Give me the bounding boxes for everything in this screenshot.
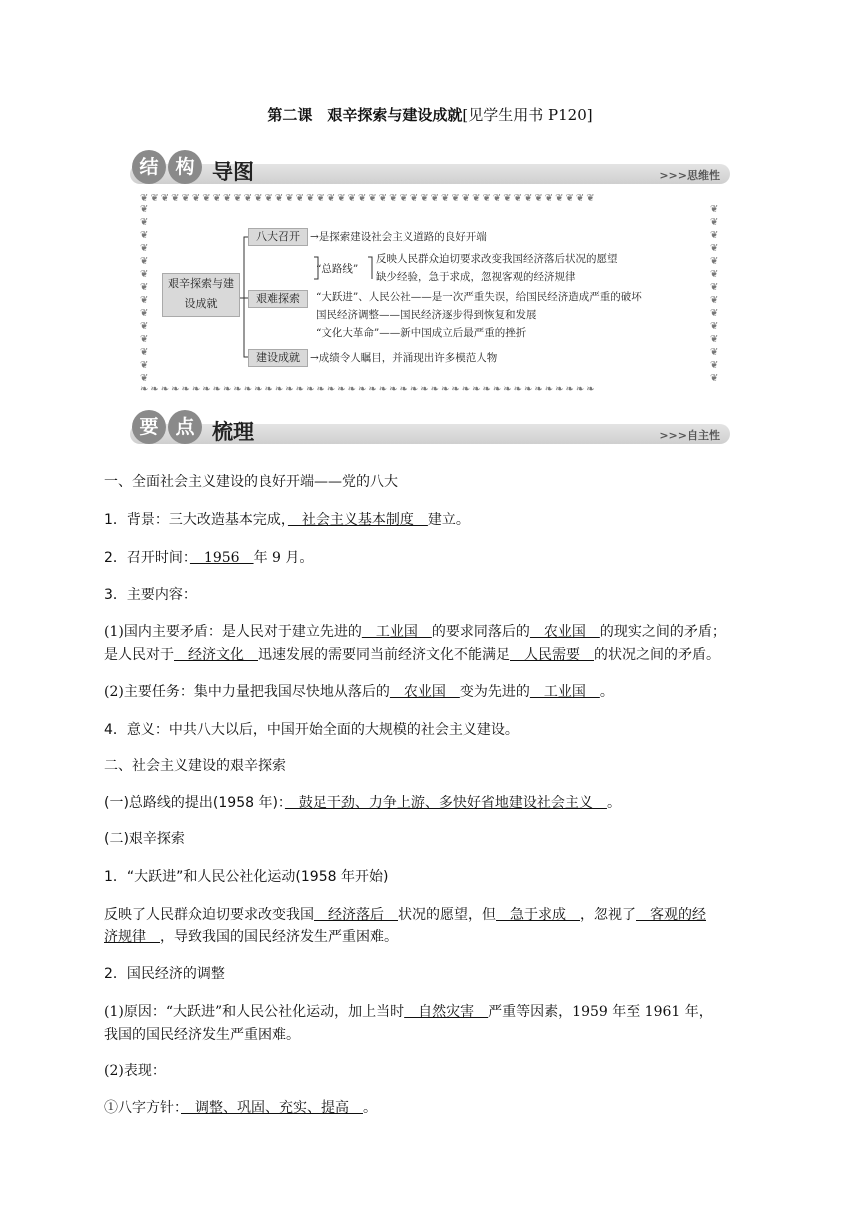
section-2-heading: 二、社会主义建设的艰辛探索 <box>104 758 286 774</box>
answer: 农业国 <box>389 684 460 700</box>
answer: 自然灾害 <box>404 1004 489 1020</box>
banner-char-1: 结 <box>132 150 166 184</box>
banner-tag: >>>思维性 <box>659 169 720 182</box>
contradiction-line-2: 是人民对于 经济文化 迅速发展的需要同当前经济文化不能满足 人民需要 的状况之间的矛盾。 <box>104 647 720 663</box>
map-economy-adjust: 国民经济调整——国民经济逐步得到恢复和发展 <box>316 309 537 321</box>
lesson-title <box>0 104 860 125</box>
banner2-tag: >>>自主性 <box>659 429 720 442</box>
answer: 人民需要 <box>510 647 594 663</box>
answer: 调整、巩固、充实、提高 <box>181 1100 363 1116</box>
map-cultural-revolution: “文化大革命”——新中国成立后最严重的挫折 <box>316 327 527 339</box>
answer: 1956 <box>189 550 254 566</box>
structure-banner <box>130 150 730 186</box>
performance-heading: (2)表现： <box>104 1063 166 1079</box>
answer: 农业国 <box>529 624 600 640</box>
content-heading: 3．主要内容： <box>104 587 197 603</box>
map-great-leap: “大跃进”、人民公社——是一次严重失误，给国民经济造成严重的破坏 <box>316 291 642 303</box>
lesson-title-ref: [见学生用书 P120] <box>462 106 593 124</box>
significance-line: 4．意义：中共八大以后，中国开始全面的大规模的社会主义建设。 <box>104 722 519 738</box>
map-general-line-2: 缺少经验，急于求成，忽视客观的经济规律 <box>376 271 576 283</box>
map-branch-exploration: 艰难探索 <box>248 290 308 308</box>
answer: 济规律 <box>104 929 160 945</box>
great-leap-line-2: 济规律 ，导致我国的国民经济发生严重困难。 <box>104 929 398 945</box>
banner-char-2: 构 <box>168 150 202 184</box>
mind-map <box>140 193 722 396</box>
mind-map-border-right: ❦ ❦ ❦ ❦ ❦ ❦ ❦ ❦ ❦ ❦ ❦ ❦ ❦ ❦ <box>710 204 719 384</box>
contradiction-line-1: (1)国内主要矛盾：是人民对于建立先进的 工业国 的要求同落后的 农业国 的现实之间的矛盾； <box>104 624 726 640</box>
map-branch-achievements-text: →成绩令人瞩目，并涌现出许多模范人物 <box>310 352 498 364</box>
answer: 经济文化 <box>174 647 258 663</box>
answer: 急于求成 <box>496 907 580 923</box>
eight-char-policy-line: ①八字方针： 调整、巩固、充实、提高 。 <box>104 1100 377 1116</box>
map-branch-8th-congress: 八大召开 <box>248 228 308 246</box>
map-root: 艰辛探索与建设成就 <box>162 273 240 317</box>
great-leap-heading: 1．“大跃进”和人民公社化运动(1958 年开始) <box>104 869 389 885</box>
general-line-line: (一)总路线的提出(1958 年)： 鼓足干劲、力争上游、多快好省地建设社会主义 。 <box>104 795 621 811</box>
lesson-title-main: 第二课 艰辛探索与建设成就 <box>267 106 463 124</box>
map-general-line: “总路线” <box>316 263 359 275</box>
great-leap-line-1: 反映了人民群众迫切要求改变我国 经济落后 状况的愿望，但 急于求成 ，忽视了 客观的经 <box>104 907 706 923</box>
keypoints-banner <box>130 410 730 446</box>
map-general-line-1: 反映人民群众迫切要求改变我国经济落后状况的愿望 <box>376 253 618 265</box>
hard-exploration-heading: (二)艰辛探索 <box>104 831 185 847</box>
time-line: 2．召开时间： 1956 年 9 月。 <box>104 550 314 566</box>
section-1-heading: 一、全面社会主义建设的良好开端——党的八大 <box>104 474 398 490</box>
answer: 工业国 <box>361 624 432 640</box>
reason-line-2: 我国的国民经济发生严重困难。 <box>104 1027 300 1043</box>
answer: 工业国 <box>529 684 600 700</box>
mind-map-border-bottom: ❧❧❧❧❧❧❧❧❧❧❧❧❧❧❧❧❧❧❧❧❧❧❧❧❧❧❧❧❧❧❧❧❧❧❧❧❧❧❧❧❧❧❧❧ <box>140 384 597 395</box>
mind-map-border-top: ❦❦❦❦❦❦❦❦❦❦❦❦❦❦❦❦❦❦❦❦❦❦❦❦❦❦❦❦❦❦❦❦❦❦❦❦❦❦❦❦❦❦❦❦ <box>140 193 597 204</box>
mind-map-border-left: ❦ ❦ ❦ ❦ ❦ ❦ ❦ ❦ ❦ ❦ ❦ ❦ ❦ ❦ <box>140 204 149 384</box>
main-task-line: (2)主要任务：集中力量把我国尽快地从落后的 农业国 变为先进的 工业国 。 <box>104 684 614 700</box>
reason-line-1: (1)原因：“大跃进”和人民公社化运动，加上当时 自然灾害 严重等因素，1959 年至 1961 年， <box>104 1004 713 1020</box>
adjustment-heading: 2．国民经济的调整 <box>104 966 225 982</box>
banner-word: 导图 <box>212 160 254 184</box>
map-branch-8th-congress-text: →是探索建设社会主义道路的良好开端 <box>310 231 487 243</box>
banner2-char-2: 点 <box>168 410 202 444</box>
answer: 经济落后 <box>314 907 398 923</box>
background-line: 1．背景：三大改造基本完成， 社会主义基本制度 建立。 <box>104 512 470 528</box>
answer: 鼓足干劲、力争上游、多快好省地建设社会主义 <box>284 795 607 811</box>
answer: 社会主义基本制度 <box>287 512 428 528</box>
banner2-char-1: 要 <box>132 410 166 444</box>
answer: 客观的经 <box>636 907 706 923</box>
banner2-word: 梳理 <box>212 420 254 444</box>
map-branch-achievements: 建设成就 <box>248 349 308 367</box>
